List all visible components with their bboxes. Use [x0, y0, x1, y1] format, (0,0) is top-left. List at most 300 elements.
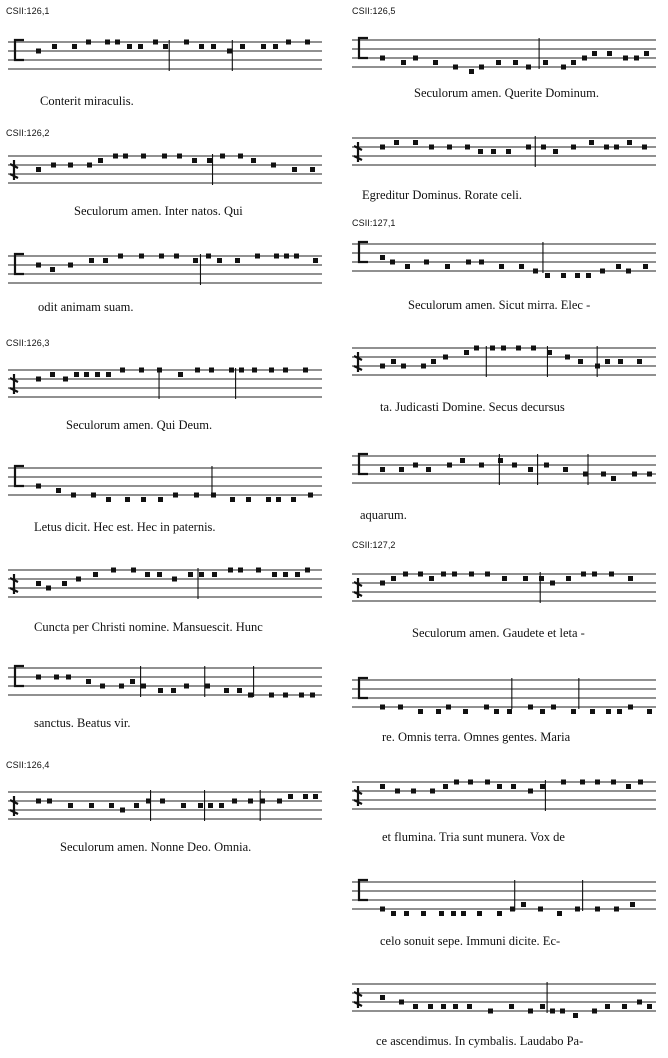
neume	[439, 911, 444, 916]
neume	[283, 693, 288, 698]
neume	[446, 705, 451, 710]
neume	[62, 581, 67, 586]
piece-label: CSII:126,2	[6, 128, 50, 138]
neume	[604, 145, 609, 150]
neume	[120, 368, 125, 373]
neume	[115, 40, 120, 45]
neume	[443, 784, 448, 789]
neume	[592, 51, 597, 56]
neume	[528, 789, 533, 794]
neume	[158, 497, 163, 502]
neume	[68, 263, 73, 268]
neume	[580, 780, 585, 785]
neume	[560, 1009, 565, 1014]
neume	[380, 56, 385, 61]
neume	[269, 368, 274, 373]
neume	[192, 158, 197, 163]
neume	[421, 911, 426, 916]
neume	[118, 254, 123, 259]
music-staff	[6, 36, 322, 80]
neume	[433, 60, 438, 65]
neume	[647, 709, 652, 714]
neume	[628, 705, 633, 710]
neume	[36, 799, 41, 804]
neume	[467, 1004, 472, 1009]
neume	[158, 688, 163, 693]
neume	[643, 264, 648, 269]
neume	[260, 799, 265, 804]
neume	[557, 911, 562, 916]
neume	[418, 572, 423, 577]
clef-icon	[15, 40, 24, 60]
neume	[277, 799, 282, 804]
neume	[46, 586, 51, 591]
neume	[310, 167, 315, 172]
neume	[600, 269, 605, 274]
neume	[160, 799, 165, 804]
music-staff	[6, 786, 322, 830]
neume	[276, 497, 281, 502]
neume	[526, 65, 531, 70]
neume	[647, 1004, 652, 1009]
neume	[447, 463, 452, 468]
clef-icon	[354, 352, 362, 372]
neume	[453, 1004, 458, 1009]
neume	[571, 60, 576, 65]
neume	[380, 255, 385, 260]
piece-label: CSII:127,1	[352, 218, 396, 228]
neume	[173, 493, 178, 498]
neume	[464, 350, 469, 355]
neume	[248, 799, 253, 804]
neume	[485, 572, 490, 577]
neume	[283, 368, 288, 373]
neume	[443, 355, 448, 360]
neume	[380, 995, 385, 1000]
neume	[519, 264, 524, 269]
neume	[295, 572, 300, 577]
clef-icon	[15, 466, 24, 486]
music-staff	[350, 450, 656, 494]
neume	[105, 40, 110, 45]
neume	[212, 572, 217, 577]
neume	[497, 911, 502, 916]
clef-icon	[354, 142, 362, 162]
neume	[413, 1004, 418, 1009]
neume	[106, 372, 111, 377]
neume	[494, 709, 499, 714]
neume	[271, 163, 276, 168]
neume	[141, 684, 146, 689]
neume	[512, 463, 517, 468]
neume	[582, 56, 587, 61]
neume	[47, 799, 52, 804]
neume	[86, 40, 91, 45]
neume	[399, 467, 404, 472]
neume	[605, 359, 610, 364]
clef-icon	[359, 880, 368, 900]
neume	[198, 803, 203, 808]
neume	[51, 163, 56, 168]
neume	[642, 145, 647, 150]
clef-icon	[354, 988, 362, 1008]
neume	[235, 258, 240, 263]
neume	[550, 581, 555, 586]
neume	[162, 154, 167, 159]
neume	[89, 258, 94, 263]
neume	[109, 803, 114, 808]
neume	[468, 780, 473, 785]
neume	[401, 60, 406, 65]
neume	[573, 1013, 578, 1018]
neume	[571, 145, 576, 150]
lyric-line: Seculorum amen. Gaudete et leta -	[412, 626, 585, 640]
neume	[50, 267, 55, 272]
neume	[139, 254, 144, 259]
neume	[507, 709, 512, 714]
neume	[380, 145, 385, 150]
clef-icon	[354, 578, 362, 598]
lyric-line: Seculorum amen. Querite Dominum.	[414, 86, 600, 100]
neume	[426, 467, 431, 472]
neume	[50, 372, 55, 377]
music-staff	[6, 250, 322, 294]
neume	[211, 493, 216, 498]
neume	[595, 780, 600, 785]
neume	[227, 49, 232, 54]
neume	[638, 780, 643, 785]
clef-icon	[359, 454, 368, 474]
neume	[145, 572, 150, 577]
neume	[590, 709, 595, 714]
neume	[511, 784, 516, 789]
neume	[272, 572, 277, 577]
neume	[178, 372, 183, 377]
neume	[199, 44, 204, 49]
neume	[211, 44, 216, 49]
neume	[195, 368, 200, 373]
neume	[93, 572, 98, 577]
neume	[391, 911, 396, 916]
neume	[286, 40, 291, 45]
neume	[474, 346, 479, 351]
neume	[127, 44, 132, 49]
neume	[540, 1004, 545, 1009]
neume	[647, 472, 652, 477]
neume	[531, 346, 536, 351]
piece-label: CSII:126,4	[6, 760, 50, 770]
neume	[516, 346, 521, 351]
music-staff	[350, 132, 656, 176]
lyric-line: Seculorum amen. Sicut mirra. Elec -	[408, 298, 591, 312]
neume	[390, 260, 395, 265]
music-staff	[350, 238, 656, 282]
neume	[310, 693, 315, 698]
clef-icon	[10, 574, 18, 594]
neume	[188, 572, 193, 577]
neume	[637, 359, 642, 364]
neume	[523, 576, 528, 581]
neume	[240, 44, 245, 49]
neume	[614, 145, 619, 150]
neume	[36, 484, 41, 489]
neume	[528, 467, 533, 472]
neume	[445, 264, 450, 269]
neume	[478, 149, 483, 154]
music-staff	[6, 462, 322, 506]
neume	[496, 60, 501, 65]
neume	[380, 907, 385, 912]
neume	[592, 572, 597, 577]
neume	[177, 154, 182, 159]
piece-label: CSII:127,2	[352, 540, 396, 550]
neume	[36, 581, 41, 586]
neume	[66, 675, 71, 680]
neume	[595, 907, 600, 912]
neume	[68, 163, 73, 168]
neume	[413, 463, 418, 468]
clef-icon	[359, 678, 368, 698]
music-staff	[6, 150, 322, 194]
neume	[488, 1009, 493, 1014]
neume	[111, 568, 116, 573]
neume	[113, 154, 118, 159]
neume	[157, 572, 162, 577]
neume	[404, 911, 409, 916]
neume	[171, 688, 176, 693]
neume	[539, 576, 544, 581]
lyric-line: re. Omnis terra. Omnes gentes. Maria	[382, 730, 571, 744]
neume	[501, 346, 506, 351]
neume	[238, 568, 243, 573]
clef-icon	[15, 254, 24, 274]
neume	[288, 794, 293, 799]
neume	[611, 476, 616, 481]
clef-icon	[10, 796, 18, 816]
neume	[131, 568, 136, 573]
lyric-line: et flumina. Tria sunt munera. Vox de	[382, 830, 565, 844]
neume	[565, 355, 570, 360]
neume	[174, 254, 179, 259]
neume	[284, 254, 289, 259]
neume	[614, 907, 619, 912]
neume	[229, 368, 234, 373]
neume	[581, 572, 586, 577]
neume	[498, 458, 503, 463]
neume	[623, 56, 628, 61]
neume	[413, 140, 418, 145]
neume	[84, 372, 89, 377]
neume	[193, 258, 198, 263]
neume	[291, 497, 296, 502]
neume	[545, 273, 550, 278]
clef-icon	[10, 160, 18, 180]
neume	[575, 273, 580, 278]
neume	[194, 493, 199, 498]
neume	[491, 149, 496, 154]
neume	[538, 907, 543, 912]
neume	[413, 56, 418, 61]
clef-icon	[359, 242, 368, 262]
neume	[469, 572, 474, 577]
neume	[238, 154, 243, 159]
neume	[589, 140, 594, 145]
neume	[294, 254, 299, 259]
neume	[100, 684, 105, 689]
neume	[199, 572, 204, 577]
neume	[86, 679, 91, 684]
neume	[246, 497, 251, 502]
neume	[513, 60, 518, 65]
neume	[441, 572, 446, 577]
neume	[261, 44, 266, 49]
neume	[528, 1009, 533, 1014]
music-staff	[350, 568, 656, 612]
neume	[123, 154, 128, 159]
neume	[563, 467, 568, 472]
neume	[313, 258, 318, 263]
neume	[551, 705, 556, 710]
neume	[553, 149, 558, 154]
neume	[583, 472, 588, 477]
lyric-line: odit animam suam.	[38, 300, 134, 314]
neume	[273, 44, 278, 49]
neume	[303, 368, 308, 373]
neume	[232, 799, 237, 804]
neume	[217, 258, 222, 263]
neume	[540, 784, 545, 789]
neume	[634, 56, 639, 61]
neume	[395, 789, 400, 794]
neume	[380, 364, 385, 369]
neume	[103, 258, 108, 263]
neume	[628, 576, 633, 581]
neume	[209, 368, 214, 373]
music-staff	[350, 34, 656, 78]
neume	[36, 167, 41, 172]
clef-icon	[15, 666, 24, 686]
neume	[586, 273, 591, 278]
lyric-line: Seculorum amen. Nonne Deo. Omnia.	[60, 840, 252, 854]
neume	[36, 675, 41, 680]
neume	[220, 154, 225, 159]
neume	[403, 572, 408, 577]
music-staff	[6, 364, 322, 408]
lyric-line: Cuncta per Christi nomine. Mansuescit. Hunc	[34, 620, 263, 634]
neume	[299, 693, 304, 698]
neume	[463, 709, 468, 714]
neume	[206, 254, 211, 259]
neume	[36, 49, 41, 54]
neume	[429, 145, 434, 150]
neume	[36, 377, 41, 382]
piece-label: CSII:126,5	[352, 6, 396, 16]
neume	[184, 684, 189, 689]
neume	[627, 140, 632, 145]
neume	[89, 803, 94, 808]
neume	[305, 40, 310, 45]
neume	[632, 472, 637, 477]
music-staff	[350, 674, 656, 718]
neume	[575, 907, 580, 912]
neume	[184, 40, 189, 45]
lyric-line: sanctus. Beatus vir.	[34, 716, 131, 730]
lyric-line: ta. Judicasti Domine. Secus decursus	[380, 400, 565, 414]
neume	[163, 44, 168, 49]
neume	[308, 493, 313, 498]
neume	[106, 497, 111, 502]
neume	[626, 784, 631, 789]
neume	[74, 372, 79, 377]
neume	[454, 780, 459, 785]
neume	[248, 693, 253, 698]
lyric-line: ce ascendimus. In cymbalis. Laudabo Pa-	[376, 1034, 584, 1048]
neume	[380, 581, 385, 586]
neume	[479, 65, 484, 70]
neume	[622, 1004, 627, 1009]
neume	[130, 679, 135, 684]
piece-label: CSII:126,3	[6, 338, 50, 348]
neume	[95, 372, 100, 377]
lyric-line: celo sonuit sepe. Immuni dicite. Ec-	[380, 934, 561, 948]
neume	[521, 902, 526, 907]
neume	[618, 359, 623, 364]
neume	[239, 368, 244, 373]
neume	[87, 163, 92, 168]
neume	[230, 497, 235, 502]
neume	[578, 359, 583, 364]
music-staff	[6, 662, 322, 706]
neume	[141, 154, 146, 159]
lyric-line: Seculorum amen. Qui Deum.	[66, 418, 213, 432]
neume	[544, 463, 549, 468]
neume	[547, 350, 552, 355]
neume	[605, 1004, 610, 1009]
neume	[431, 359, 436, 364]
neume	[441, 1004, 446, 1009]
neume	[251, 158, 256, 163]
lyric-line: Letus dicit. Hec est. Hec in paternis.	[34, 520, 216, 534]
music-staff	[350, 342, 656, 386]
neume	[477, 911, 482, 916]
music-staff	[350, 776, 656, 820]
neume	[172, 577, 177, 582]
neume	[606, 709, 611, 714]
neume	[380, 784, 385, 789]
neume	[391, 359, 396, 364]
music-staff	[350, 978, 656, 1022]
neume	[71, 493, 76, 498]
neume	[561, 65, 566, 70]
neume	[561, 273, 566, 278]
neume	[497, 784, 502, 789]
neume	[429, 576, 434, 581]
neume	[485, 780, 490, 785]
neume	[219, 803, 224, 808]
neume	[424, 260, 429, 265]
neume	[595, 364, 600, 369]
neume	[533, 269, 538, 274]
neume	[428, 1004, 433, 1009]
neume	[181, 803, 186, 808]
lyric-line: aquarum.	[360, 508, 407, 522]
neume	[616, 264, 621, 269]
neume	[255, 254, 260, 259]
neume	[510, 907, 515, 912]
neume	[138, 44, 143, 49]
neume	[256, 568, 261, 573]
neume	[490, 346, 495, 351]
